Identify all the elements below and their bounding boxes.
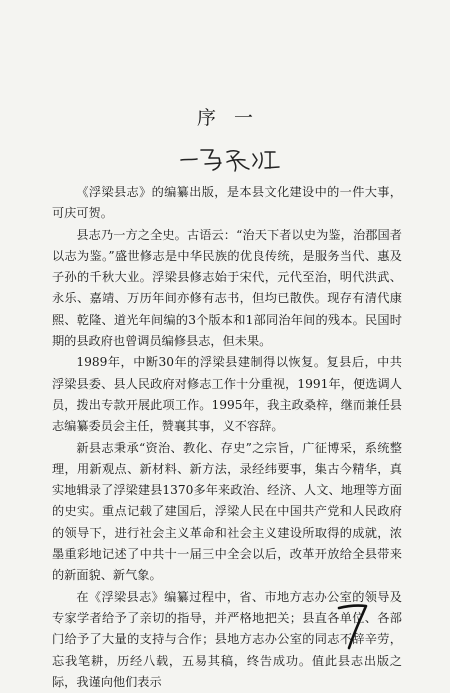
paragraph-5: 在《浮梁县志》编纂过程中，省、市地方志办公室的领导及专家学者给予了亲切的指导，并严格地把关；县直各单位、各部门给予了大量的支持与合作；县地方志办公室的同志不辞辛劳，忘我笔耕，历经八载，五易其稿，终告成功。值此县志出版之际，我谨向他们表示 <box>52 589 402 689</box>
handwritten-page-number <box>335 600 371 652</box>
author-signature <box>175 140 295 174</box>
paragraph-4: 新县志秉承“资治、教化、存史”之宗旨，广征博采，系统整理，用新观点、新材料、新方法，录经纬要事，集古今精华，真实地辑录了浮梁建县1370多年来政治、经济、人文、地理等方面的史实。重点记载了建国后，浮梁人民在中国共产党和人民政府的领导下，进行社会主义革命和社会主义建设所取得的成就，浓墨重彩地记述了中共十一届三中全会以后，改革开放给全县带来的新面貌、新气象。 <box>52 440 402 583</box>
page-title: 序一 <box>196 107 271 129</box>
paragraph-3: 1989年，中断30年的浮梁县建制得以恢复。复县后，中共浮梁县委、县人民政府对修志工作十分重视，1991年，便选调人员，拨出专款开展此项工作。1995年，我主政桑梓，继而兼任县志编纂委员会主任，赞襄其事，义不容辞。 <box>52 355 402 434</box>
paragraph-1: 《浮梁县志》的编纂出版，是本县文化建设中的一件大事，可庆可贺。 <box>52 185 402 221</box>
page-number-glyph <box>335 600 371 652</box>
paragraph-2: 县志乃一方之全史。古语云：“治天下者以史为鉴，治郡国者以志为鉴。”盛世修志是中华民族的优良传统，是服务当代、惠及子孙的千秋大业。浮梁县修志始于宋代，元代至治，明代洪武、永乐、嘉靖、万历年间亦修有志书，但均已散佚。现存有清代康熙、乾隆、道光年间编的3个版本和1部同治年间的残本。民国时期的县政府也曾调员编修县志，但未果。 <box>52 227 402 349</box>
signature-image <box>175 140 295 174</box>
